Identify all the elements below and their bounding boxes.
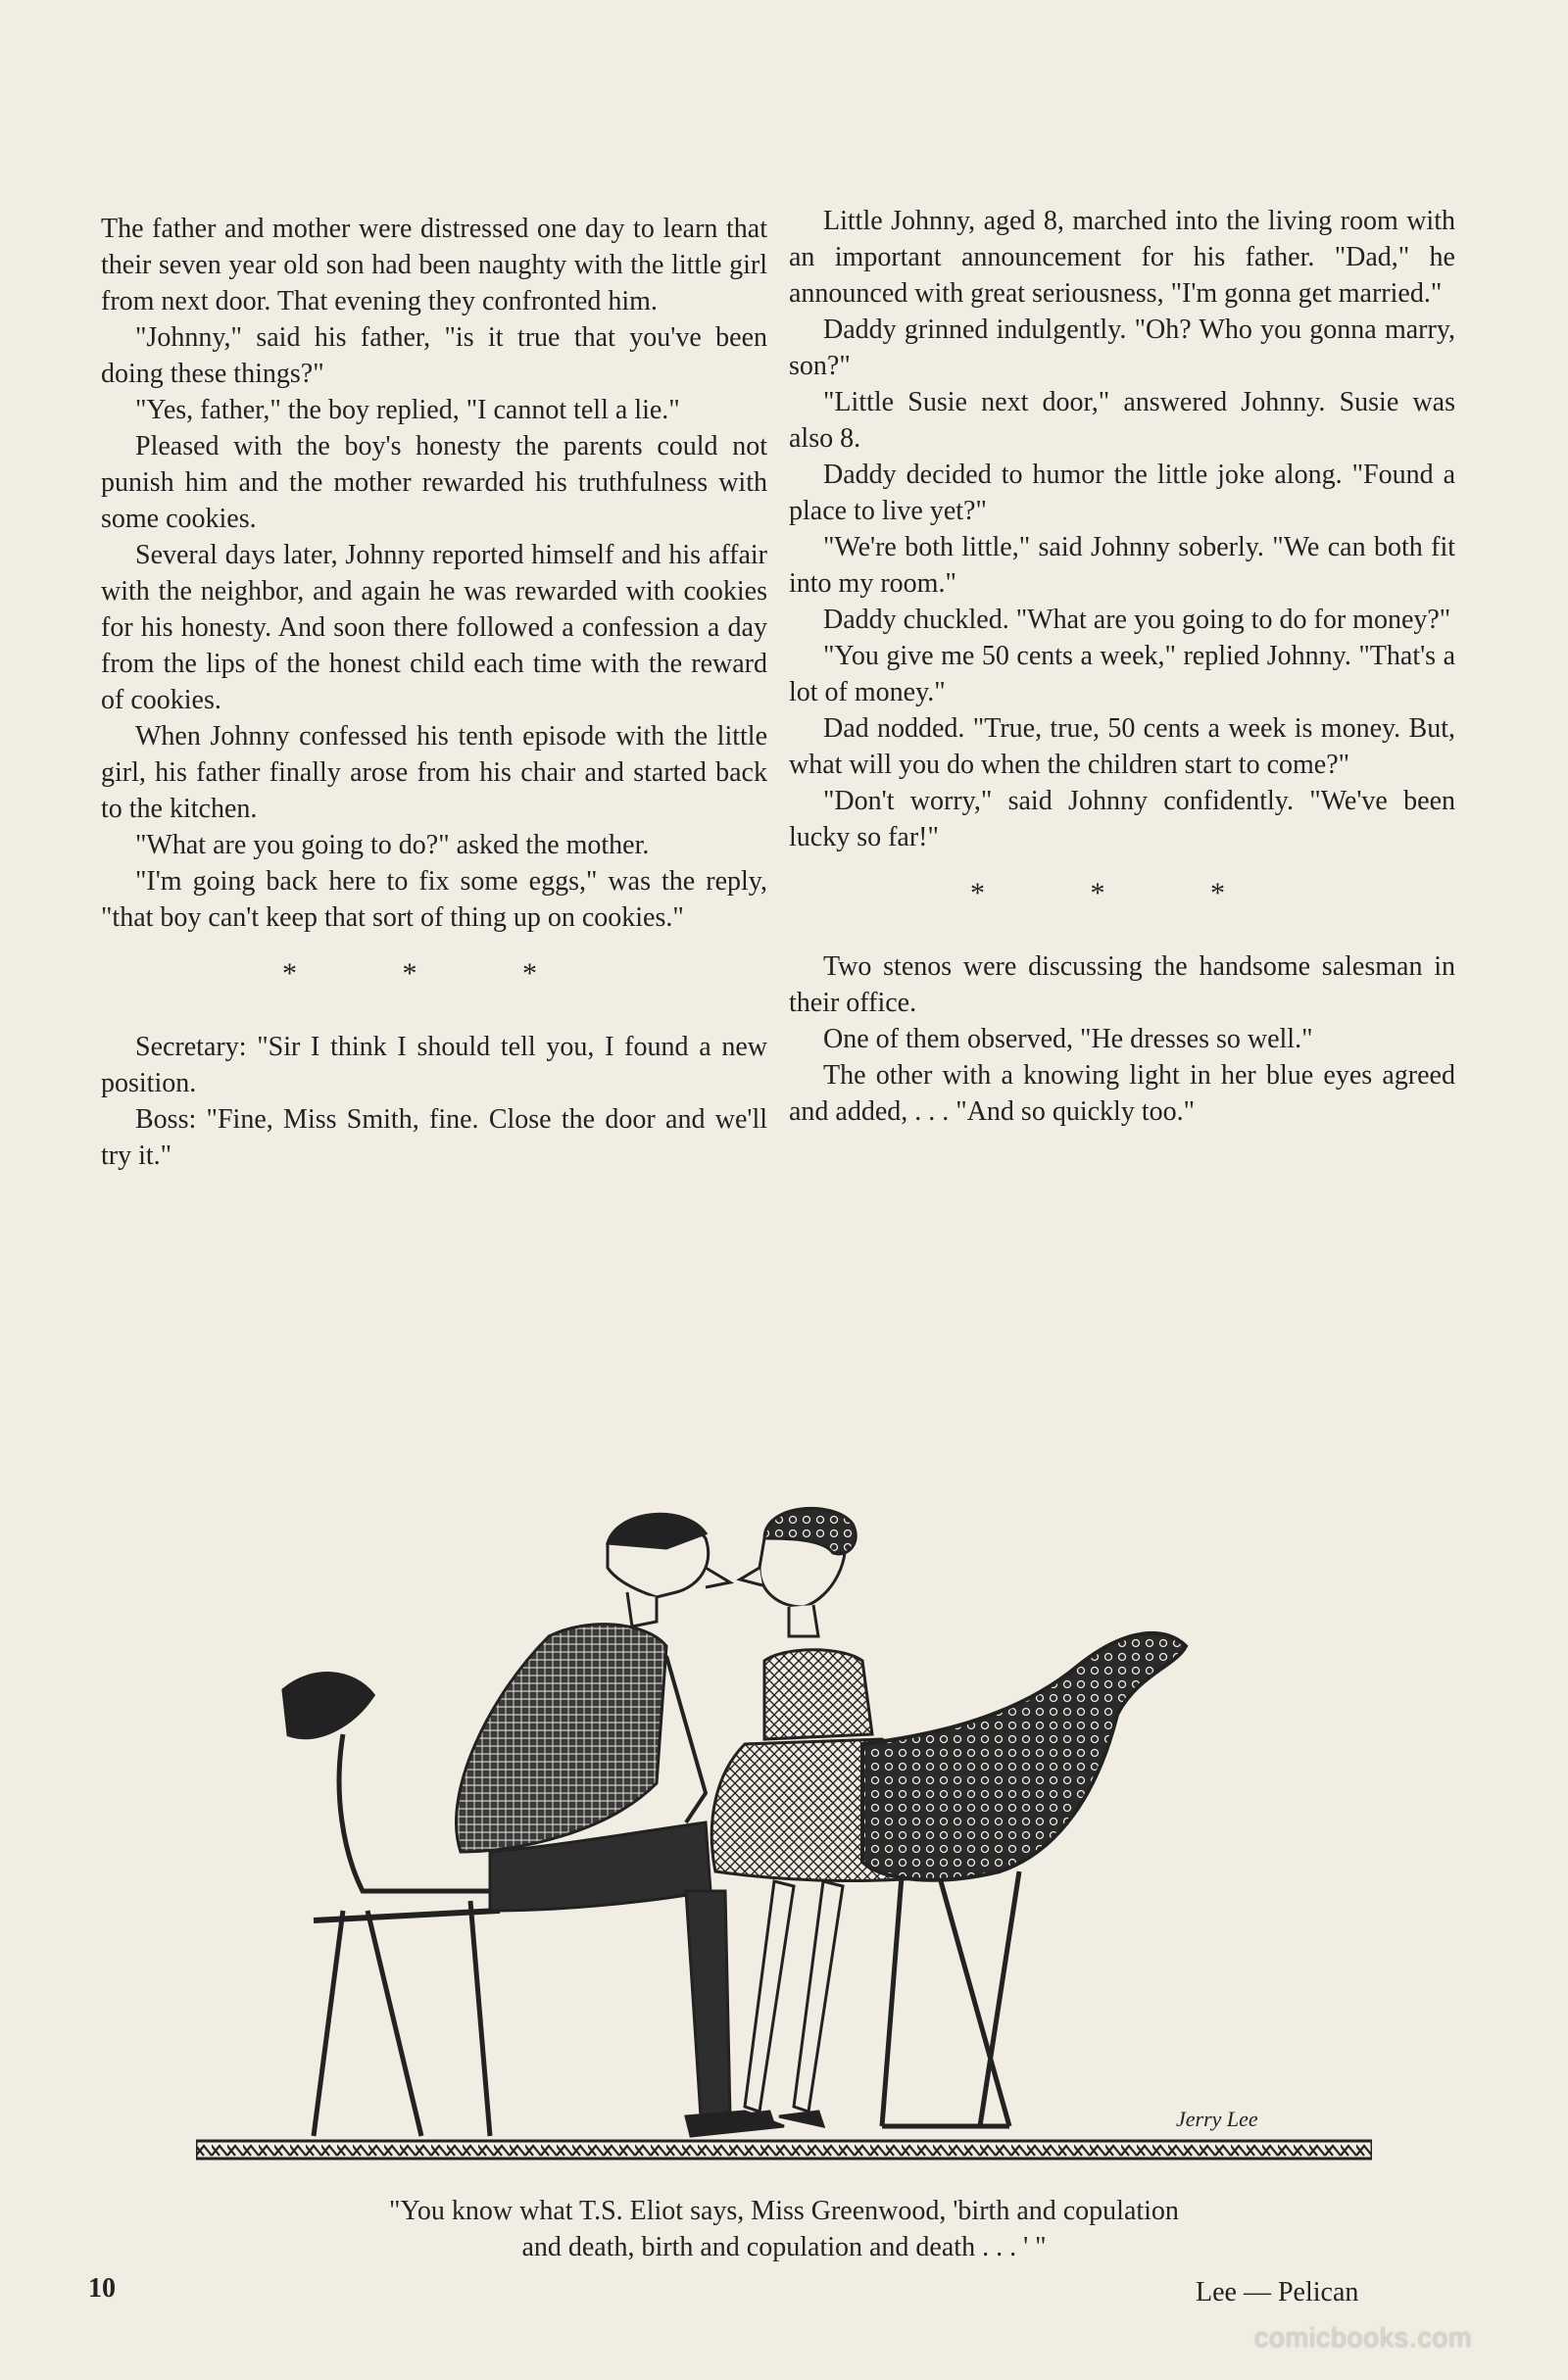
paragraph: "We're both little," said Johnny soberly. "We can both fit into my room." xyxy=(789,532,1455,599)
paragraph: Dad nodded. "True, true, 50 cents a week is money. But, what will you do when the children start to come?" xyxy=(789,713,1455,780)
paragraph: Daddy grinned indulgently. "Oh? Who you gonna marry, son?" xyxy=(789,315,1455,381)
paragraph: Boss: "Fine, Miss Smith, fine. Close the door and we'll try it." xyxy=(101,1104,767,1171)
star-separator: * * * xyxy=(970,877,1274,909)
paragraph: Several days later, Johnny reported himself and his affair with the neighbor, and again he was rewarded with cookies for his honesty. And soon there followed a confession a day from the lips of the honest child each time with the reward of cookies. xyxy=(101,540,767,715)
paragraph: "Don't worry," said Johnny confidently. "We've been lucky so far!" xyxy=(789,786,1455,852)
cartoon-caption xyxy=(216,2193,1352,2265)
right-column xyxy=(789,203,1455,1130)
paragraph: "Yes, father," the boy replied, "I cannot tell a lie." xyxy=(135,395,680,425)
paragraph: "Little Susie next door," answered Johnny. Susie was also 8. xyxy=(789,387,1455,454)
paragraph: Two stenos were discussing the handsome salesman in their office. xyxy=(789,951,1455,1018)
paragraph: Secretary: "Sir I think I should tell you, I found a new position. xyxy=(101,1032,767,1098)
paragraph: The other with a knowing light in her blue eyes agreed and added, . . . "And so quickly too." xyxy=(789,1060,1455,1127)
paragraph: "What are you going to do?" asked the mother. xyxy=(135,830,650,860)
star-separator: * * * xyxy=(282,957,586,990)
left-column xyxy=(101,211,767,1174)
caption-line: and death, birth and copulation and death . . . ' " xyxy=(521,2232,1047,2262)
paragraph: "Johnny," said his father, "is it true that you've been doing these things?" xyxy=(101,322,767,389)
cartoon-illustration xyxy=(196,1499,1372,2175)
paragraph: Little Johnny, aged 8, marched into the living room with an important announcement for his father. "Dad," he announced with great seriousness, "I'm gonna get married." xyxy=(789,206,1455,309)
watermark: comicbooks.com xyxy=(1254,2322,1473,2353)
paragraph: "You give me 50 cents a week," replied Johnny. "That's a lot of money." xyxy=(789,641,1455,707)
page-number: 10 xyxy=(88,2273,116,2304)
paragraph: "I'm going back here to fix some eggs," was the reply, "that boy can't keep that sort of thing up on cookies." xyxy=(101,866,767,933)
paragraph: When Johnny confessed his tenth episode with the little girl, his father finally arose from his chair and started back to the kitchen. xyxy=(101,721,767,824)
man-chair xyxy=(284,1675,500,2136)
floor-border xyxy=(196,2141,1372,2159)
paragraph: Daddy decided to humor the little joke along. "Found a place to live yet?" xyxy=(789,460,1455,526)
source-credit: Lee — Pelican xyxy=(1196,2277,1359,2307)
paragraph: Pleased with the boy's honesty the parents could not punish him and the mother rewarded his truthfulness with some cookies. xyxy=(101,431,767,534)
caption-line: "You know what T.S. Eliot says, Miss Greenwood, 'birth and copulation xyxy=(389,2196,1179,2226)
paragraph: Daddy chuckled. "What are you going to do for money?" xyxy=(823,605,1451,635)
artist-signature: Jerry Lee xyxy=(1176,2107,1258,2131)
paragraph: The father and mother were distressed one day to learn that their seven year old son had been naughty with the little girl from next door. That evening they confronted him. xyxy=(101,214,767,316)
woman-chair xyxy=(862,1633,1186,2126)
paragraph: One of them observed, "He dresses so well." xyxy=(823,1024,1313,1054)
